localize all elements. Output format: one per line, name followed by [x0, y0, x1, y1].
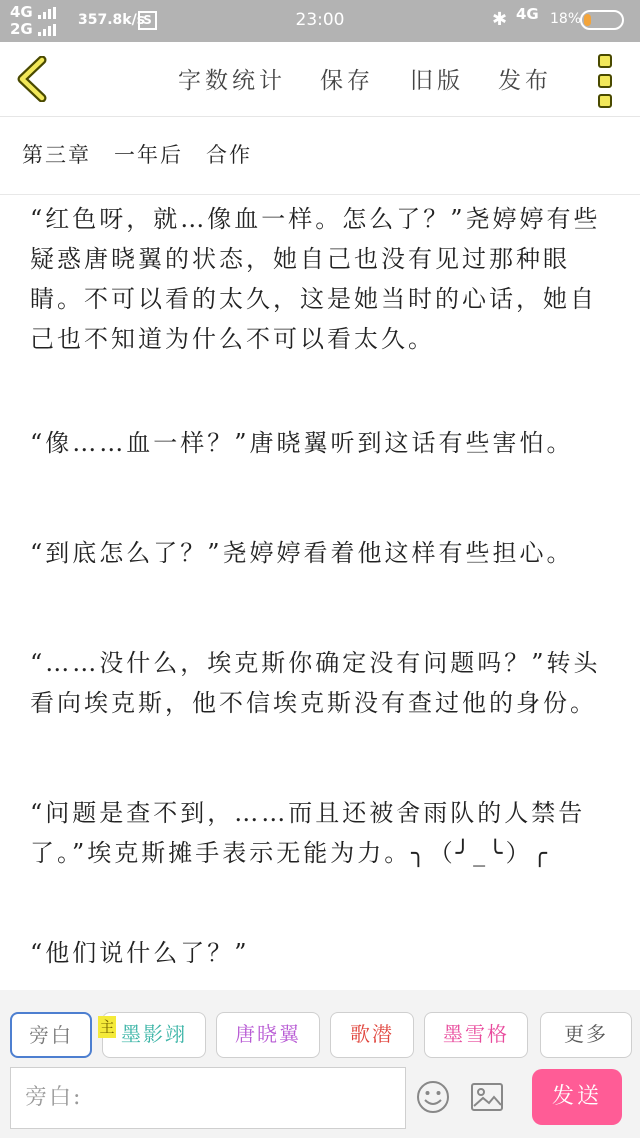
send-button[interactable]: 发送: [532, 1069, 622, 1125]
status-bar: [0, 0, 640, 42]
word-count-button[interactable]: 字数统计: [178, 68, 286, 94]
smiley-icon[interactable]: [416, 1080, 450, 1114]
clock: 23:00: [295, 10, 345, 30]
more-characters-button[interactable]: [540, 1012, 632, 1058]
paragraph: “像……血一样？”唐晓翼听到这话有些害怕。: [30, 429, 574, 457]
character-chip[interactable]: [424, 1012, 528, 1058]
chip-label: 墨影翊: [121, 1022, 187, 1046]
save-button[interactable]: 保存: [320, 68, 374, 94]
old-version-button[interactable]: 旧版: [410, 68, 464, 94]
story-content[interactable]: [0, 195, 640, 990]
paragraph: “问题是查不到，……而且还被舍雨队的人禁告了。”埃克斯摊手表示无能为力。╮（╯_╰）╭: [30, 799, 586, 867]
network-label-2: 2G: [10, 20, 33, 38]
editor-toolbar: [0, 42, 640, 117]
chip-label: 旁白: [29, 1023, 73, 1047]
s-badge-icon: S: [138, 11, 157, 30]
chip-label: 更多: [564, 1022, 608, 1046]
paragraph: “到底怎么了？”尧婷婷看着他这样有些担心。: [30, 539, 574, 567]
battery-percent: 18%: [550, 11, 582, 27]
paragraph: “红色呀，就…像血一样。怎么了？”尧婷婷有些疑惑唐晓翼的状态，她自己也没有见过那种眼睛。不可以看的太久，这是她当时的心话，她自己也不知道为什么不可以看太久。: [30, 205, 601, 353]
network-label-1: 4G: [10, 3, 33, 21]
input-row: [0, 1066, 640, 1138]
paragraph: “……没什么，埃克斯你确定没有问题吗？”转头看向埃克斯，他不信埃克斯没有查过他的身份。: [30, 649, 601, 717]
bluetooth-icon: ✱: [492, 9, 508, 30]
main-character-badge: 主: [99, 1018, 115, 1036]
battery-level: [584, 14, 591, 26]
chevron-left-icon[interactable]: [14, 56, 54, 102]
character-chip[interactable]: [330, 1012, 414, 1058]
character-selector: [0, 990, 640, 1066]
publish-button[interactable]: 发布: [498, 68, 552, 94]
character-chip-narrator[interactable]: [10, 1012, 92, 1058]
network-label-right: 4G: [516, 5, 539, 23]
chapter-header: [0, 117, 640, 195]
dialogue-input[interactable]: 旁白:: [10, 1067, 406, 1129]
chapter-title[interactable]: 第三章 一年后 合作: [22, 143, 252, 167]
more-menu-icon[interactable]: [594, 54, 616, 106]
chip-label: 唐晓翼: [235, 1022, 301, 1046]
network-speed: 357.8k/s: [78, 12, 146, 28]
chip-label: 墨雪格: [443, 1022, 509, 1046]
chip-label: 歌潜: [350, 1022, 394, 1046]
character-chip[interactable]: [102, 1012, 206, 1058]
character-chip[interactable]: [216, 1012, 320, 1058]
battery-icon: [580, 10, 624, 30]
paragraph: “他们说什么了？”: [30, 939, 250, 967]
image-icon[interactable]: [470, 1081, 504, 1113]
